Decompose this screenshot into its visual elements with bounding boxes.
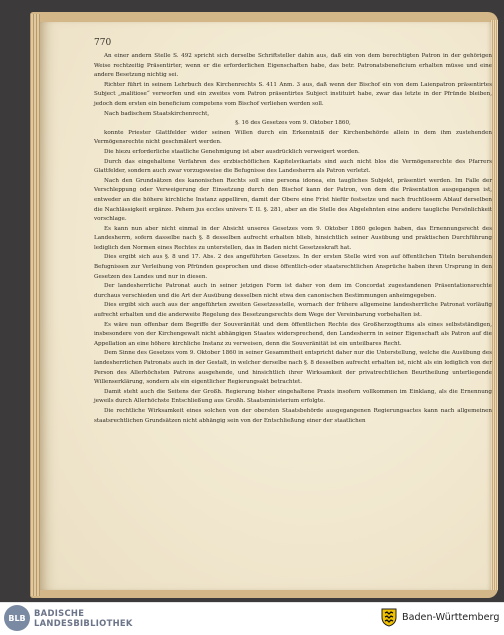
coat-of-arms-icon xyxy=(380,607,398,627)
library-logo-icon[interactable] xyxy=(4,605,30,631)
page-number: 770 xyxy=(94,38,112,48)
section-heading: §. 16 des Gesetzes vom 9. Oktober 1860, xyxy=(235,120,351,127)
partner-name[interactable]: Baden-Württemberg xyxy=(402,612,500,623)
page-text xyxy=(94,52,492,426)
paragraph: Durch das eingehaltene Verfahren des erzbischöflichen Kapitelsvikariats sind auch nicht blos die Vermögensrechte des Pfarrers Glattfelder, sondern auch zwar vorzugsweise die Befugnisse des Landesherrn als Patron verletzt. xyxy=(94,158,492,175)
library-name-line1: BADISCHE xyxy=(34,608,85,618)
paragraph: Dies ergibt sich aus §. 8 und 17. Abs. 2 des angeführten Gesetzes. In der ersten Stelle wird von auf öffentlichen Titeln beruhenden Befugnissen zur Verleihung von Pfründen gesprochen und diese öffentlich-oder staatsrechtlichen Ansprüche haben ihren Ursprung in den Gesetzen des Landes und nur in diesen. xyxy=(94,254,492,280)
paragraph: Richter führt in seinem Lehrbuch des Kirchenrechts S. 411 Anm. 3 aus, daß wenn der Bischof ein von dem Laienpatron präsentirtes Subject „malitiose“ verworfen und ein zweites vom Patron präsentirtes Subject instituirt habe, zwar das letzte in der Pfründe bleiben, jedoch dem ersten ein beneficium competens vom Bischof verliehen werden soll. xyxy=(94,81,492,107)
paragraph: Die hiezu erforderliche staatliche Genehmigung ist aber ausdrücklich verweigert worden. xyxy=(104,148,360,155)
paragraph: Die rechtliche Wirksamkeit eines solchen von der obersten Staatsbehörde ausgegangenen Regierungsactes kann nach allgemeinen staatsrechtlichen Grundsätzen nicht abhängig sein von der Entschließung einer der staatlichen xyxy=(94,407,492,424)
paragraph: konnte Priester Glattfelder wider seinen Willen durch ein Erkenntniß der Kirchenbehörde allein in dem ihm zustehenden Vermögensrechte nicht geschmälert werden. xyxy=(94,129,492,146)
paragraph: Es kann nun aber nicht einmal in der Absicht unseres Gesetzes vom 9. Oktober 1860 gelegen haben, das Ernennungsrecht des Landesherrn, sofern dasselbe nach §. 8 desselben aufrecht erhalten blieb, hinsichtlich seiner Ausübung und praktischen Durchführung lediglich den Normen eines Rechtes zu unterstellen, das in Baden nicht Gesetzeskraft hat. xyxy=(94,225,492,251)
library-logo-text: BLB xyxy=(8,613,26,623)
paragraph: Dem Sinne des Gesetzes vom 9. Oktober 1860 in seiner Gesammtheit entspricht daher nur die Unterstellung, welche die Ausübung des landesherrlichen Patronats auch in der Gestalt, in welcher derselbe nach §. 8 desselben aufrecht erhalten ist, nicht als ein lediglich von der Person des Allerhöchsten Patrons ausgehende, und hinsichtlich ihrer Wirksamkeit der privatrechtlichen Beurtheilung unterliegende Willenserklärung, sondern als ein eigentlicher Regierungsakt betrachtet. xyxy=(94,350,492,386)
paragraph: An einer andern Stelle S. 492 spricht sich derselbe Schriftsteller dahin aus, daß ein von dem berechtigten Patron in der gehörigen Weise rechtzeitig Präsentirter, wenn er die erforderlichen Eigenschaften habe, das betr. Patronatsbeneficium erhalten müsse und eine andere Besetzung nichtig sei. xyxy=(94,53,492,79)
library-name-line2: LANDESBIBLIOTHEK xyxy=(34,618,133,628)
page-edges-left xyxy=(30,14,40,596)
paragraph: Nach den Grundsätzen des kanonischen Rechts soll eine persona idonea, ein taugliches Subjekt, präsentirt werden. Im Falle der Verschleppung oder Verweigerung der Einsetzung durch den Bischof kann der Patron, von dem die Präsentation ausgegangen ist, entweder an die höhere kirchliche Instanz appelliren, damit der Obere eine Frist hiefür festsetze und nach fruchtlosem Ablauf derselben die Nachlässigkeit ergänze. Pehem jus eccles univers T. II. §. 281, aber an die Stelle des Abgelehnten eine andere taugliche Persönlichkeit vorschlage. xyxy=(94,177,492,223)
paragraph: Der landesherrliche Patronat auch in seiner jetzigen Form ist daher von dem im Concordat zugestandenen Präsentationsrechte durchaus verschieden und die Art der Ausübung desselben nicht etwa den canonischen Bestimmungen anheimgegeben. xyxy=(94,283,492,299)
paragraph: Damit steht auch die Seitens der Großh. Regierung bisher eingehaltene Praxis insofern vollkommen im Einklang, als die Ernennung jeweils durch Allerhöchste Entschließung aus Großh. Staatsministerium erfolgte. xyxy=(94,388,492,405)
library-name[interactable] xyxy=(34,608,133,628)
paragraph: Nach badischem Staatskirchenrecht, xyxy=(104,110,210,117)
paragraph: Dies ergibt sich auch aus der angeführten zweiten Gesetzesstelle, wornach der frühere allgemeine landesherrliche Patronat vorläufig aufrecht erhalten und die anderweite Regelung des Besetzungsrechts dem Wege der Vereinbarung vorbehalten ist. xyxy=(94,302,492,319)
paragraph: Es wäre nun offenbar dem Begriffe der Souveränität und dem öffentlichen Rechte des Großherzogthums als eines selbstständigen, insbesondere von der Kirchengewalt nicht abhängigen Staates widersprechend, den Landesherrn in seiner Eigenschaft als Patron auf die Appellation an eine höhere kirchliche Instanz zu verweisen, denn die Souveränität ist ein unteilbares Recht. xyxy=(94,321,492,347)
